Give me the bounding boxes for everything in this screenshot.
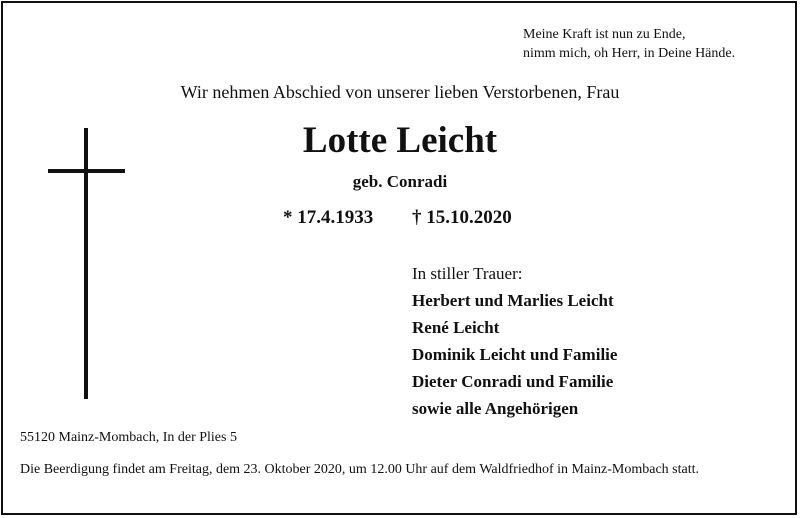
mourners-list (412, 260, 617, 422)
intro-text: Wir nehmen Abschied von unserer lieben Verstorbenen, Frau (180, 82, 620, 102)
address-line: 55120 Mainz-Mombach, In der Plies 5 (20, 430, 237, 445)
funeral-info: Die Beerdigung findet am Freitag, dem 23. Oktober 2020, um 12.00 Uhr auf dem Waldfriedhof in Mainz-Mombach statt. (20, 462, 700, 477)
birth-date: * 17.4.1933 (283, 207, 374, 228)
motto-line-2: nimm mich, oh Herr, in Deine Hände. (523, 46, 736, 61)
deceased-name: Lotte Leicht (302, 120, 498, 161)
mourner-item: René Leicht (412, 318, 500, 337)
mourner-item: Herbert und Marlies Leicht (412, 291, 614, 310)
death-date: † 15.10.2020 (412, 207, 512, 228)
maiden-name: geb. Conradi (352, 172, 448, 191)
mourner-item: Dominik Leicht und Familie (412, 345, 618, 364)
motto-verse (523, 25, 735, 63)
mourners-lead: In stiller Trauer: (412, 264, 523, 283)
mourner-item: Dieter Conradi und Familie (412, 372, 614, 391)
mourner-item: sowie alle Angehörigen (412, 399, 579, 418)
motto-line-1: Meine Kraft ist nun zu Ende, (523, 27, 686, 42)
cross-horizontal-bar (48, 169, 125, 173)
